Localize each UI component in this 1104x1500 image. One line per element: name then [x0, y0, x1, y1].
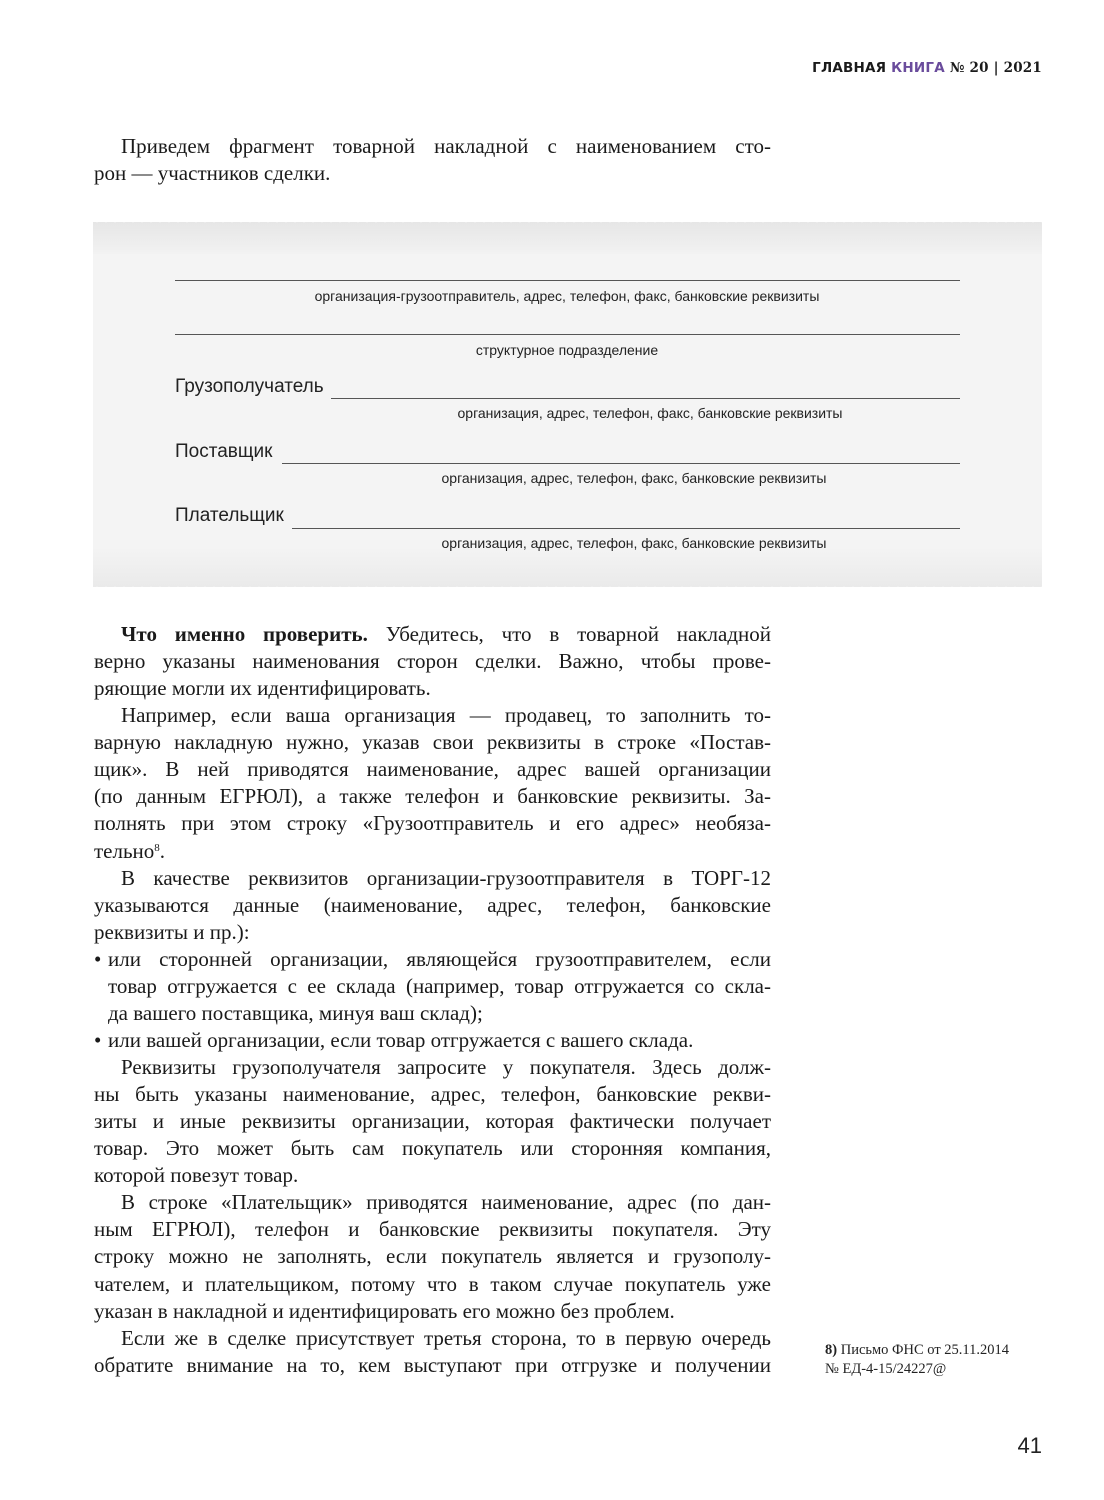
text-line: щик». В ней приводятся наименование, адрес вашей организации [94, 757, 771, 782]
text-line: указываются данные (наименование, адрес, телефон, банковские [94, 892, 771, 917]
text-line: Что именно проверить. Убедитесь, что в товарной накладной [121, 622, 771, 646]
text-line: В строке «Плательщик» приводятся наименование, адрес (по дан- [121, 1190, 771, 1215]
text-line: рон — участников сделки. [94, 161, 331, 186]
text-line: товар. Это может быть сам покупатель или сторонняя компания, [94, 1136, 771, 1161]
text-line: Если же в сделке присутствует третья сторона, то в первую очередь [121, 1325, 771, 1350]
footnote [825, 1341, 1009, 1379]
bullet-line: • или сторонней организации, являющейся грузоотправителем, если [94, 946, 771, 973]
footnote-text: № ЕД-4-15/24227@ [825, 1361, 947, 1377]
text-line: верно указаны наименования сторон сделки. Важно, чтобы прове- [94, 649, 771, 674]
payer-caption: организация, адрес, телефон, факс, банковские реквизиты [441, 535, 827, 551]
lead-in: Что именно проверить. [121, 622, 368, 646]
supplier-line [282, 463, 960, 464]
text-line: ряющие могли их идентифицировать. [94, 676, 431, 701]
shipper-line [175, 280, 960, 281]
bullet-line: товар отгружается с ее склада (например, товар отгружается со скла- [108, 973, 771, 998]
form-bottom-band [93, 547, 1042, 587]
text-line: (по данным ЕГРЮЛ), а также телефон и банковские реквизиты. За- [94, 784, 771, 809]
footnote-text: Письмо ФНС от 25.11.2014 [837, 1342, 1010, 1358]
form-top-band [93, 222, 1042, 254]
text-line: полнять при этом строку «Грузоотправитель и его адрес» необяза- [94, 811, 771, 836]
consignee-caption: организация, адрес, телефон, факс, банковские реквизиты [457, 405, 843, 421]
page-number: 41 [1017, 1433, 1042, 1458]
text-line: ным ЕГРЮЛ), телефон и банковские реквизиты покупателя. Эту [94, 1217, 771, 1242]
text-line: варную накладную нужно, указав свои реквизиты в строке «Постав- [94, 730, 771, 755]
division-caption: структурное подразделение [475, 342, 659, 358]
footnote-number: 8) [825, 1342, 838, 1358]
bullet-line: • или вашей организации, если товар отгружается с вашего склада. [94, 1027, 771, 1054]
consignee-label: Грузополучатель [175, 376, 324, 397]
footnote-ref: 8 [154, 841, 160, 854]
text-line: строку можно не заполнять, если покупатель является и грузополу- [94, 1244, 771, 1269]
body-text [94, 621, 771, 1379]
text-line: В качестве реквизитов организации-грузоотправителя в ТОРГ-12 [121, 865, 771, 890]
text-line: тельно$^8$. [94, 838, 166, 863]
text-line: обратите внимание на то, кем выступают при отгрузке и получении [94, 1352, 771, 1377]
shipper-caption: организация-грузоотправитель, адрес, телефон, факс, банковские реквизиты [314, 288, 820, 304]
text-line: зиты и иные реквизиты организации, которая фактически получает [94, 1109, 771, 1134]
supplier-label: Поставщик [175, 441, 273, 462]
text-line: Например, если ваша организация — продавец, то заполнить то- [121, 703, 771, 728]
division-line [175, 334, 960, 335]
text-line: Приведем фрагмент товарной накладной с наименованием сто- [121, 134, 771, 158]
consignee-line [331, 398, 960, 399]
magazine-name-accent: КНИГА [891, 60, 945, 76]
supplier-caption: организация, адрес, телефон, факс, банковские реквизиты [441, 470, 827, 486]
text-line: реквизиты и пр.): [94, 919, 250, 944]
magazine-name: ГЛАВНАЯ [812, 60, 887, 76]
payer-label: Плательщик [175, 505, 284, 526]
invoice-form-fragment [93, 222, 1042, 587]
text-line: Реквизиты грузополучателя запросите у покупателя. Здесь долж- [121, 1055, 771, 1079]
running-header [812, 60, 1042, 76]
text-line: которой повезут товар. [94, 1163, 299, 1188]
text-line: ны быть указаны наименование, адрес, телефон, банковские рекви- [94, 1082, 771, 1107]
intro-paragraph [94, 133, 771, 187]
text-line: указан в накладной и идентифицировать его можно без проблем. [94, 1298, 675, 1323]
issue-number: № 20 | 2021 [949, 60, 1042, 76]
bullet-line: да вашего поставщика, минуя ваш склад); [108, 1000, 483, 1025]
text-line: чателем, и плательщиком, потому что в таком случае покупатель уже [94, 1271, 771, 1296]
payer-line [292, 528, 960, 529]
